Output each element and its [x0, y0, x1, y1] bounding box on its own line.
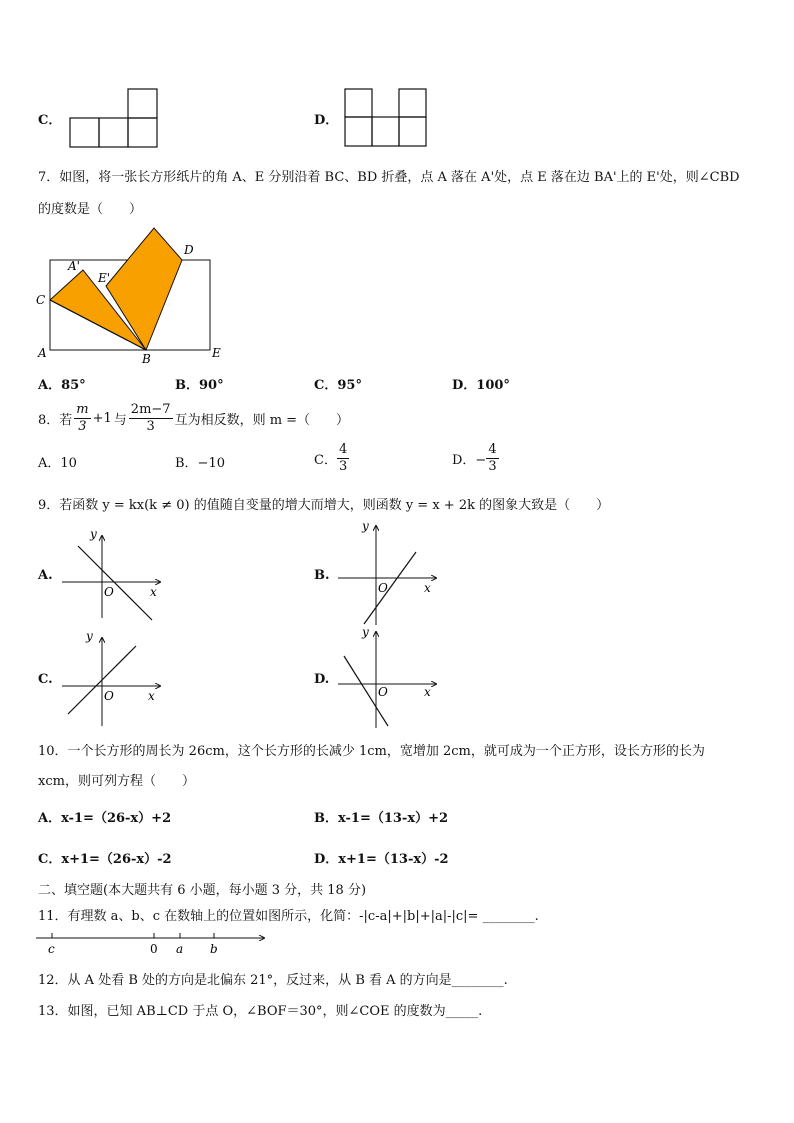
label-d: D: [184, 243, 194, 257]
x-label: x: [150, 585, 157, 599]
q8-option-c: C． $\frac{4}{3}$: [314, 442, 348, 474]
q7-fold-figure: [34, 224, 234, 364]
q9-option-d-label: D.: [314, 672, 330, 687]
q6-option-d-figure: [345, 88, 435, 148]
q11-stem: 11．有理数 a、b、c 在数轴上的位置如图所示，化简：-|c-a|+|b|+|a|-|c|= ________.: [38, 909, 539, 924]
label-e: E: [212, 346, 221, 360]
q9-option-b-label: B.: [314, 568, 330, 583]
q12-stem: 12．从 A 处看 B 处的方向是北偏东 21°，反过来，从 B 看 A 的方向是________.: [38, 973, 508, 988]
q11-number-line: [34, 928, 274, 958]
q9-stem: 9．若函数 y = kx(k ≠ 0) 的值随自变量的增大而增大，则函数 y = x + 2k 的图象大致是（ ）: [38, 498, 610, 513]
y-label: y: [90, 527, 97, 541]
label-c: C: [36, 293, 46, 307]
q7-option-c: C．95°: [314, 378, 362, 393]
q6-option-c-figure: [70, 88, 160, 148]
q9-graph-d: [336, 626, 446, 736]
q7-option-d: D．100°: [452, 378, 510, 393]
tick-a: a: [176, 942, 184, 956]
svg-text:x: x: [424, 581, 431, 595]
tick-c: c: [48, 942, 55, 956]
q8-prefix: 8．若: [38, 413, 73, 428]
q9-option-c-label: C.: [38, 672, 53, 687]
q10-stem-line1: 10．一个长方形的周长为 26cm，这个长方形的长减少 1cm，宽增加 2cm，就可成为一个正方形，设长方形的长为: [38, 744, 705, 759]
q10-option-d: D．x+1=（13-x）-2: [314, 852, 449, 867]
q6-option-c-label: C．: [38, 113, 62, 128]
svg-text:y: y: [362, 519, 369, 533]
q8-stem: [38, 402, 349, 435]
svg-text:O: O: [378, 685, 388, 699]
origin-label: O: [104, 585, 114, 599]
tick-b: b: [210, 942, 218, 956]
svg-text:y: y: [362, 625, 369, 639]
q10-stem-line2: xcm，则可列方程（ ）: [38, 774, 195, 789]
q9-graph-b: [336, 520, 446, 630]
q8-and: 与: [113, 413, 127, 428]
label-a-prime: A': [68, 259, 80, 273]
q10-option-a: A．x-1=（26-x）+2: [38, 811, 172, 826]
tick-zero: 0: [150, 942, 158, 956]
q6-option-d-label: D．: [314, 113, 339, 128]
label-a: A: [38, 346, 47, 360]
svg-text:O: O: [378, 581, 388, 595]
q10-option-b: B．x-1=（13-x）+2: [314, 811, 449, 826]
label-b: B: [142, 352, 151, 366]
q9-option-a-label: A.: [38, 568, 53, 583]
q7-option-a: A．85°: [38, 378, 86, 393]
section-heading: 二、填空题(本大题共有 6 小题，每小题 3 分，共 18 分): [38, 883, 367, 898]
q8-fraction-2: $\frac{2m-7}{3}$: [130, 402, 171, 434]
q8-option-a: A．10: [38, 456, 77, 471]
q8-fraction-1: $\frac{m}{3}$: [76, 402, 89, 434]
q8-option-d: D．− $\frac{4}{3}$: [452, 442, 497, 474]
q7-stem-line2: 的度数是（ ）: [38, 202, 143, 217]
svg-text:y: y: [86, 629, 93, 643]
svg-text:x: x: [148, 689, 155, 703]
q7-option-b: B．90°: [175, 378, 224, 393]
q9-graph-c: [60, 630, 170, 730]
q8-option-b: B．−10: [175, 456, 225, 471]
label-e-prime: E': [98, 271, 111, 285]
svg-text:x: x: [424, 685, 431, 699]
q8-plus-one: +1: [92, 411, 112, 426]
q8-suffix: 互为相反数，则 m =（ ）: [174, 413, 350, 428]
q9-graph-a: [60, 528, 170, 628]
q7-stem-line1: 7．如图，将一张长方形纸片的角 A、E 分别沿着 BC、BD 折叠，点 A 落在 A'处，点 E 落在边 BA'上的 E'处，则∠CBD: [38, 170, 740, 185]
q13-stem: 13．如图，已知 AB⊥CD 于点 O，∠BOF＝30°，则∠COE 的度数为_____.: [38, 1004, 483, 1019]
svg-text:O: O: [104, 689, 114, 703]
q10-option-c: C．x+1=（26-x）-2: [38, 852, 172, 867]
